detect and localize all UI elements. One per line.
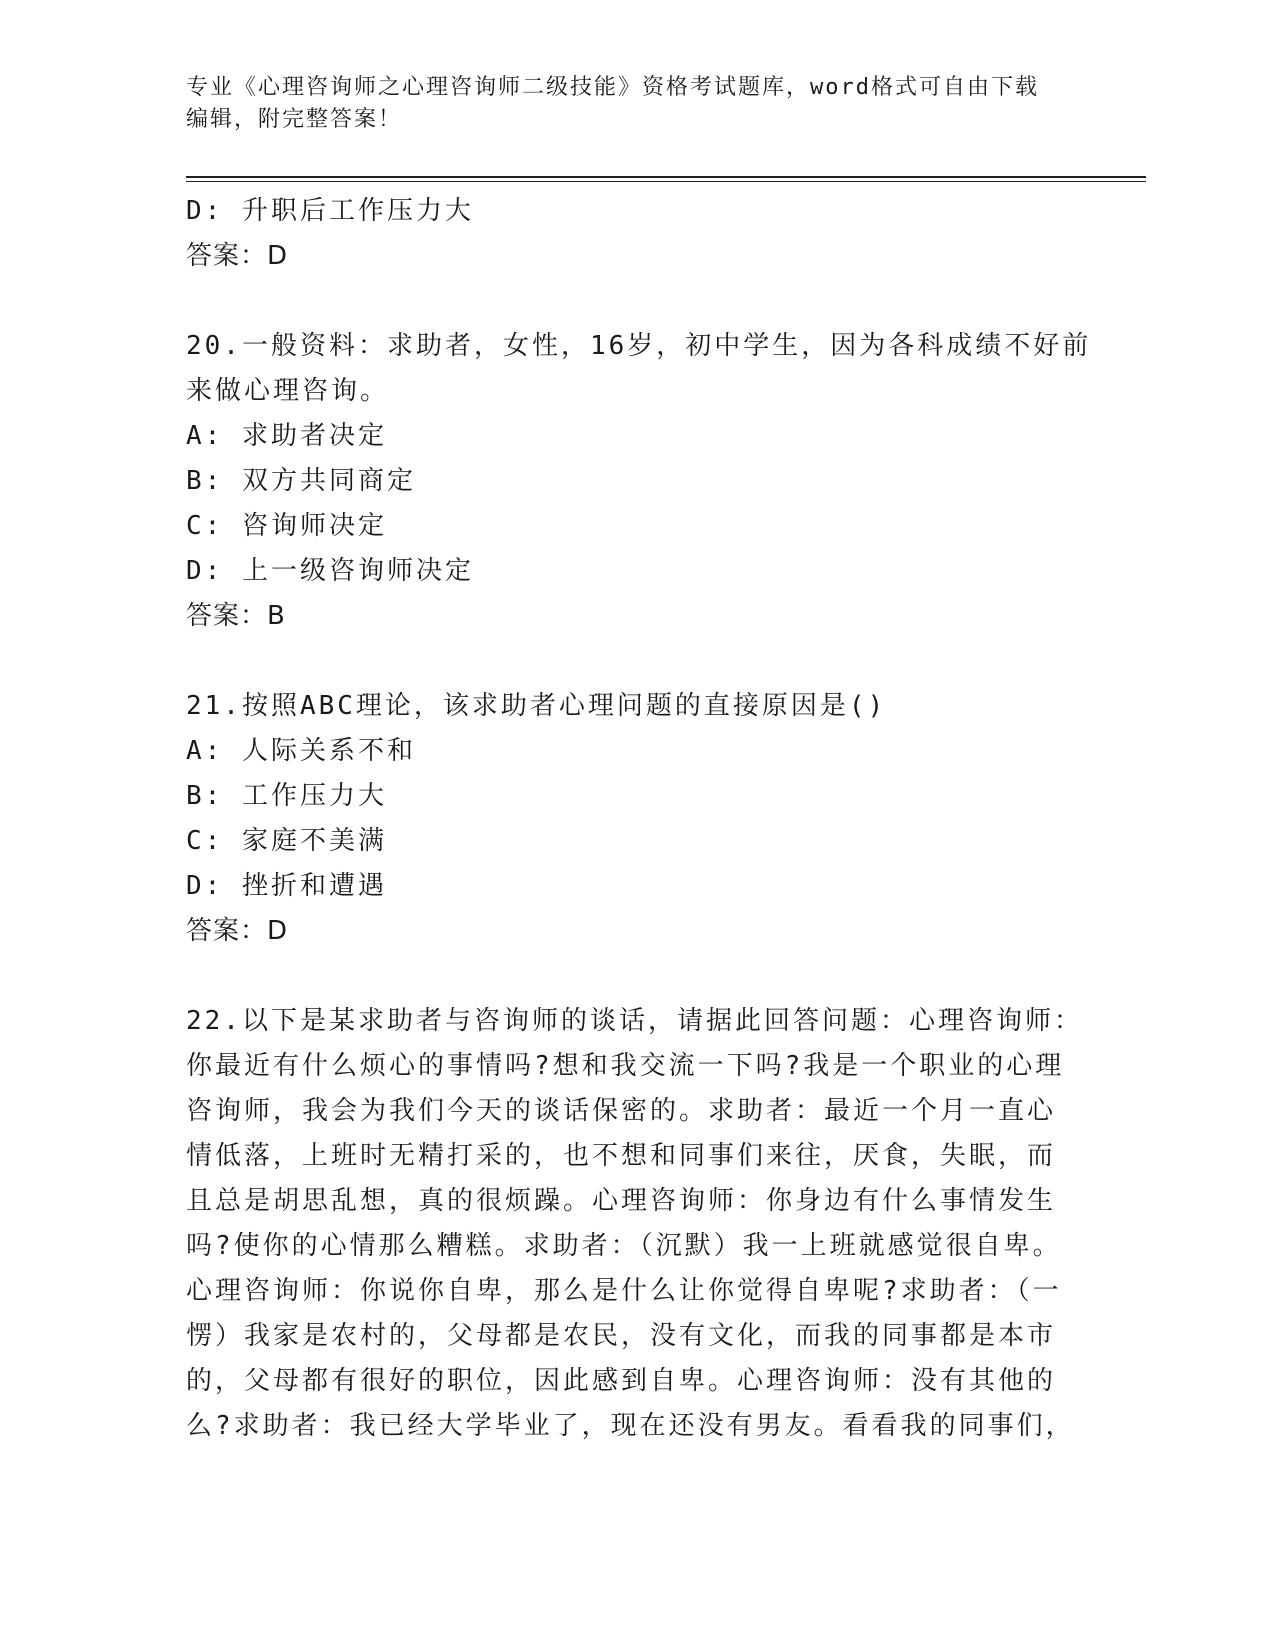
spacer (186, 279, 1076, 324)
question-text: 22.以下是某求助者与咨询师的谈话，请据此回答问题：心理咨询师： (186, 1006, 1083, 1036)
option-d: D: 升职后工作压力大 (186, 196, 474, 226)
option-b: B: 双方共同商定 (186, 466, 416, 496)
option-c: C: 家庭不美满 (186, 826, 387, 856)
header-rule-thick (186, 176, 1146, 178)
document-header (186, 72, 1066, 136)
question-text: 愣）我家是农村的，父母都是农民，没有文化，而我的同事都是本市 (186, 1321, 1057, 1351)
header-rule-thin (186, 181, 1146, 182)
question-text: 心理咨询师：你说你自卑，那么是什么让你觉得自卑呢?求助者：（一 (186, 1276, 1062, 1306)
question-text: 么?求助者：我已经大学毕业了，现在还没有男友。看看我的同事们， (186, 1411, 1075, 1441)
question-text: 你最近有什么烦心的事情吗?想和我交流一下吗?我是一个职业的心理 (186, 1051, 1065, 1081)
question-text: 20.一般资料：求助者，女性，16岁，初中学生，因为各科成绩不好前 (186, 331, 1092, 361)
question-text: 21.按照ABC理论，该求助者心理问题的直接原因是() (186, 691, 887, 721)
option-c: C: 咨询师决定 (186, 511, 387, 541)
question-19-tail (186, 189, 1076, 279)
header-line-2: 编辑，附完整答案！ (186, 107, 403, 132)
question-text: 且总是胡思乱想，真的很烦躁。心理咨询师：你身边有什么事情发生 (186, 1186, 1057, 1216)
option-d: D: 挫折和遭遇 (186, 871, 387, 901)
answer: 答案：B (186, 601, 286, 631)
question-text: 来做心理咨询。 (186, 376, 390, 406)
question-21 (186, 684, 1076, 954)
answer: 答案：D (186, 241, 289, 271)
header-line-1: 专业《心理咨询师之心理咨询师二级技能》资格考试题库，word格式可自由下载 (186, 75, 1039, 100)
question-text: 情低落，上班时无精打采的，也不想和同事们来往，厌食，失眠，而 (186, 1141, 1057, 1171)
question-text: 咨询师，我会为我们今天的谈话保密的。求助者：最近一个月一直心 (186, 1096, 1057, 1126)
question-22 (186, 999, 1083, 1449)
answer: 答案：D (186, 916, 289, 946)
option-a: A: 人际关系不和 (186, 736, 416, 766)
option-d: D: 上一级咨询师决定 (186, 556, 474, 586)
spacer (186, 954, 1076, 999)
option-b: B: 工作压力大 (186, 781, 387, 811)
spacer (186, 639, 1076, 684)
question-text: 的，父母都有很好的职位，因此感到自卑。心理咨询师：没有其他的 (186, 1366, 1057, 1396)
question-20 (186, 324, 1092, 639)
question-text: 吗?使你的心情那么糟糕。求助者：（沉默）我一上班就感觉很自卑。 (186, 1231, 1062, 1261)
option-a: A: 求助者决定 (186, 421, 387, 451)
question-list (186, 189, 1092, 1449)
